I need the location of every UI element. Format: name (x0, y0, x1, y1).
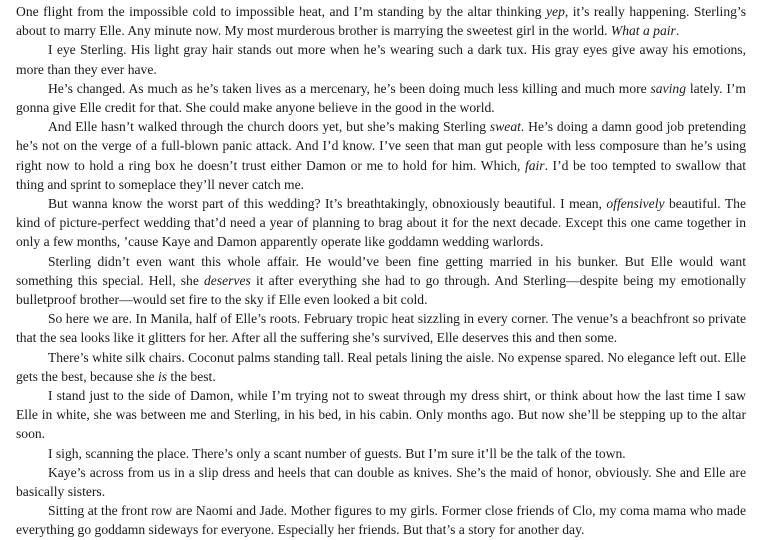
paragraph (16, 2, 746, 40)
text-segment: it after everything she had to go through. And Sterling—despite being my emotionally bulletproof brother—would set fire to the sky if Elle even looked a bit cold. (16, 272, 746, 308)
paragraph (16, 117, 746, 194)
emphasis-text: sweat (489, 119, 521, 135)
text-segment: So here we are. In Manila, half of Elle’s roots. February tropic heat sizzling in every corner. The venue’s a beachfront so private that the sea looks like it glitters for her. After all the suffering she’s survived, Elle deserves this and then some. (16, 311, 746, 346)
text-segment: , it’s really happening. Sterling’s about to marry Elle. Any minute now. My most murderous brother is marrying the sweetest girl in the world. (16, 4, 746, 39)
text-segment: There’s white silk chairs. Coconut palms standing tall. Real petals lining the aisle. No expense spared. No elegance left out. Elle gets the best, because she (16, 349, 746, 384)
paragraph (16, 463, 746, 501)
paragraph (16, 40, 746, 78)
paragraph (16, 348, 746, 386)
paragraph (16, 252, 746, 310)
text-segment: I eye Sterling. His light gray hair stands out more when he’s wearing such a dark tux. His gray eyes give away his emotions, more than they ever have. (16, 42, 746, 77)
emphasis-text: saving (650, 80, 687, 96)
text-segment: And Elle hasn’t walked through the church doors yet, but she’s making Sterling (47, 119, 490, 135)
paragraph (16, 309, 746, 347)
text-segment: He’s changed. As much as he’s taken lives as a mercenary, he’s been doing much less killing and much more (47, 80, 651, 96)
emphasis-text: is (157, 368, 168, 384)
emphasis-text: deserves (204, 272, 251, 288)
paragraph (16, 386, 746, 444)
text-segment: . He’s doing a damn good job pretending he’s not on the verge of a full-blown panic attack. And I’d know. I’ve seen that man gut people with less composure than he’s using right now to hold a ring box he doesn’t trust either Damon or me to hold for him. Which, (16, 119, 746, 173)
paragraph (16, 444, 746, 463)
emphasis-text: offensively (606, 196, 665, 212)
paragraph (16, 79, 746, 117)
paragraph (16, 501, 746, 539)
text-segment: But wanna know the worst part of this wedding? It’s breathtakingly, obnoxiously beautiful. I mean, (47, 196, 607, 212)
text-segment: I stand just to the side of Damon, while I’m trying not to sweat through my dress shirt, or think about how the last time I saw Elle in white, she was between me and Sterling, in his bed, in his cabin. Only months ago. But now she’ll be stepping up to the altar soon. (16, 388, 746, 442)
text-segment: Sterling didn’t even want this whole affair. He would’ve been fine getting married in his bunker. But Elle would want something this special. Hell, she (16, 253, 746, 288)
text-segment: . (675, 23, 680, 39)
text-segment: I sigh, scanning the place. There’s only a scant number of guests. But I’m sure it’ll be the talk of the town. (47, 445, 626, 461)
text-segment: . I’d be too tempted to swallow that thing and sprint to someplace they’ll never catch me. (16, 157, 747, 192)
text-segment: lately. I’m gonna give Elle credit for that. She could make anyone believe in the good in the world. (16, 80, 746, 116)
emphasis-text: What a pair (610, 23, 676, 39)
text-segment: beautiful. The kind of picture-perfect wedding that’d need a year of planning to brag about it for the next decade. Except this one came together in only a few months, ’cause Kaye and Damon apparently operate like goddamn wedding warlords. (16, 196, 747, 250)
text-segment: the best. (167, 368, 216, 384)
paragraph (16, 194, 746, 252)
text-segment: Sitting at the front row are Naomi and Jade. Mother figures to my girls. Former close friends of Clo, my coma mama who made everything go goddamn sideways for everyone. Especially her friends. But that’s a story for another day. (16, 503, 746, 538)
text-segment: One flight from the impossible cold to impossible heat, and I’m standing by the altar thinking (16, 4, 546, 19)
emphasis-text: fair (524, 157, 545, 173)
text-segment: Kaye’s across from us in a slip dress and heels that can double as knives. She’s the maid of honor, obviously. She and Elle are basically sisters. (16, 464, 746, 500)
emphasis-text: yep (546, 4, 565, 19)
